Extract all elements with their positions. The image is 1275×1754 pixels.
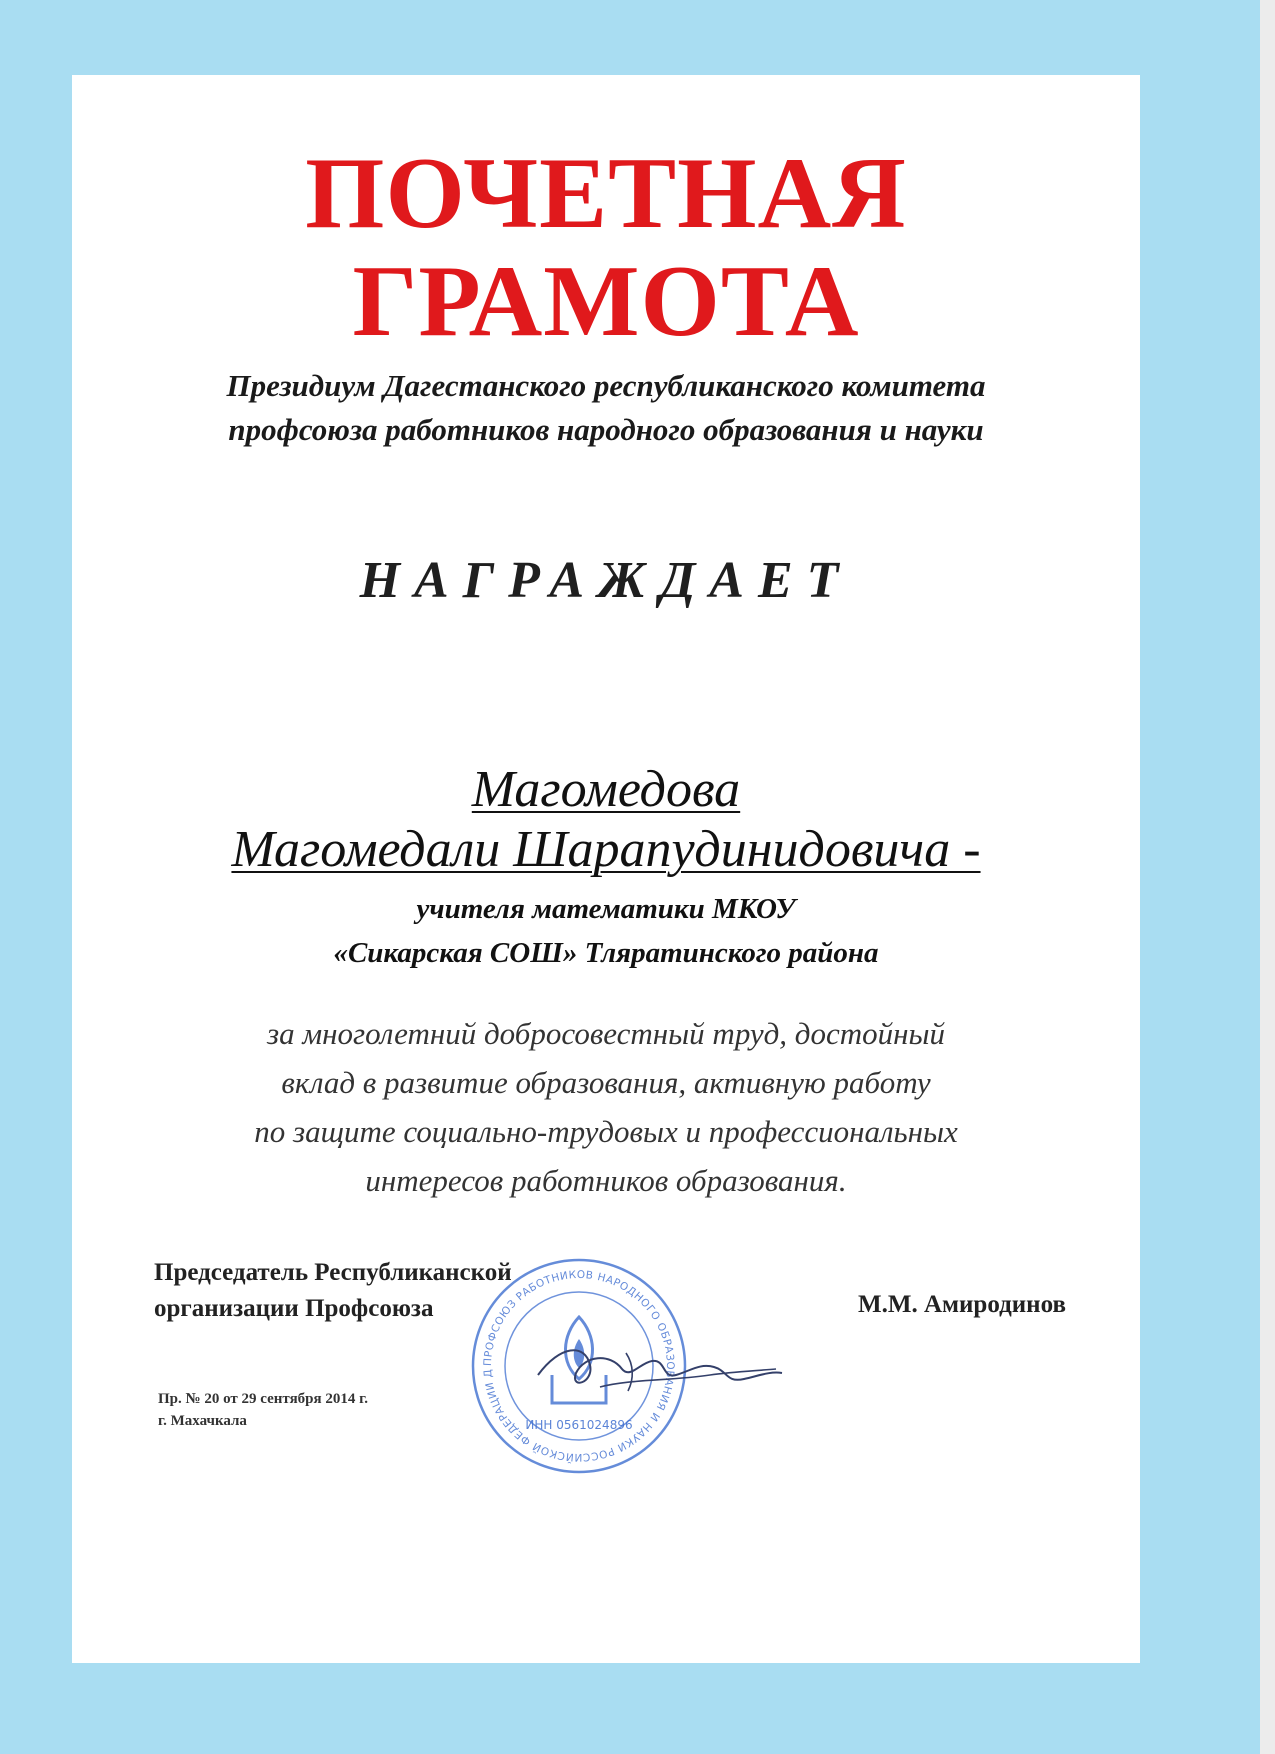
reason-line-4: интересов работников образования. <box>365 1163 847 1198</box>
seal-inn: ИНН 0561024896 <box>525 1418 633 1432</box>
title-line-2: ГРАМОТА <box>352 245 860 358</box>
order-city: г. Махачкала <box>158 1413 247 1429</box>
signatory-title-line-1: Председатель Республиканской <box>154 1259 512 1286</box>
reason-line-3: по защите социально-трудовых и профессиональных <box>254 1114 958 1149</box>
issuer-line-2: профсоюза работников народного образования и науки <box>228 412 984 447</box>
position-line-1: учителя математики МКОУ <box>416 893 796 925</box>
reason-line-1: за многолетний добросовестный труд, достойный <box>267 1016 945 1051</box>
issuer-line-1: Президиум Дагестанского республиканского комитета <box>226 368 986 403</box>
title-line-1: ПОЧЕТНАЯ <box>305 137 907 250</box>
signatory-title-line-2: организации Профсоюза <box>154 1295 434 1322</box>
awards-heading: НАГРАЖДАЕТ <box>359 552 853 609</box>
recipient-surname: Магомедова <box>471 761 741 818</box>
recipient-given-names: Магомедали Шарапудинидовича - <box>231 821 981 878</box>
reason-line-2: вклад в развитие образования, активную работу <box>281 1065 931 1100</box>
sheet-edge <box>1260 0 1275 1754</box>
seal-ring-text: ПРОФСОЮЗ РАБОТНИКОВ НАРОДНОГО ОБРАЗОВАНИЯ И НАУКИ РОССИЙСКОЙ ФЕДЕРАЦИИ Д <box>481 1268 677 1464</box>
handwritten-signature <box>530 1335 790 1405</box>
signatory-name: М.М. Амиродинов <box>858 1291 1066 1318</box>
position-line-2: «Сикарская СОШ» Тляратинского района <box>333 937 879 969</box>
order-number: Пр. № 20 от 29 сентября 2014 г. <box>158 1391 369 1407</box>
